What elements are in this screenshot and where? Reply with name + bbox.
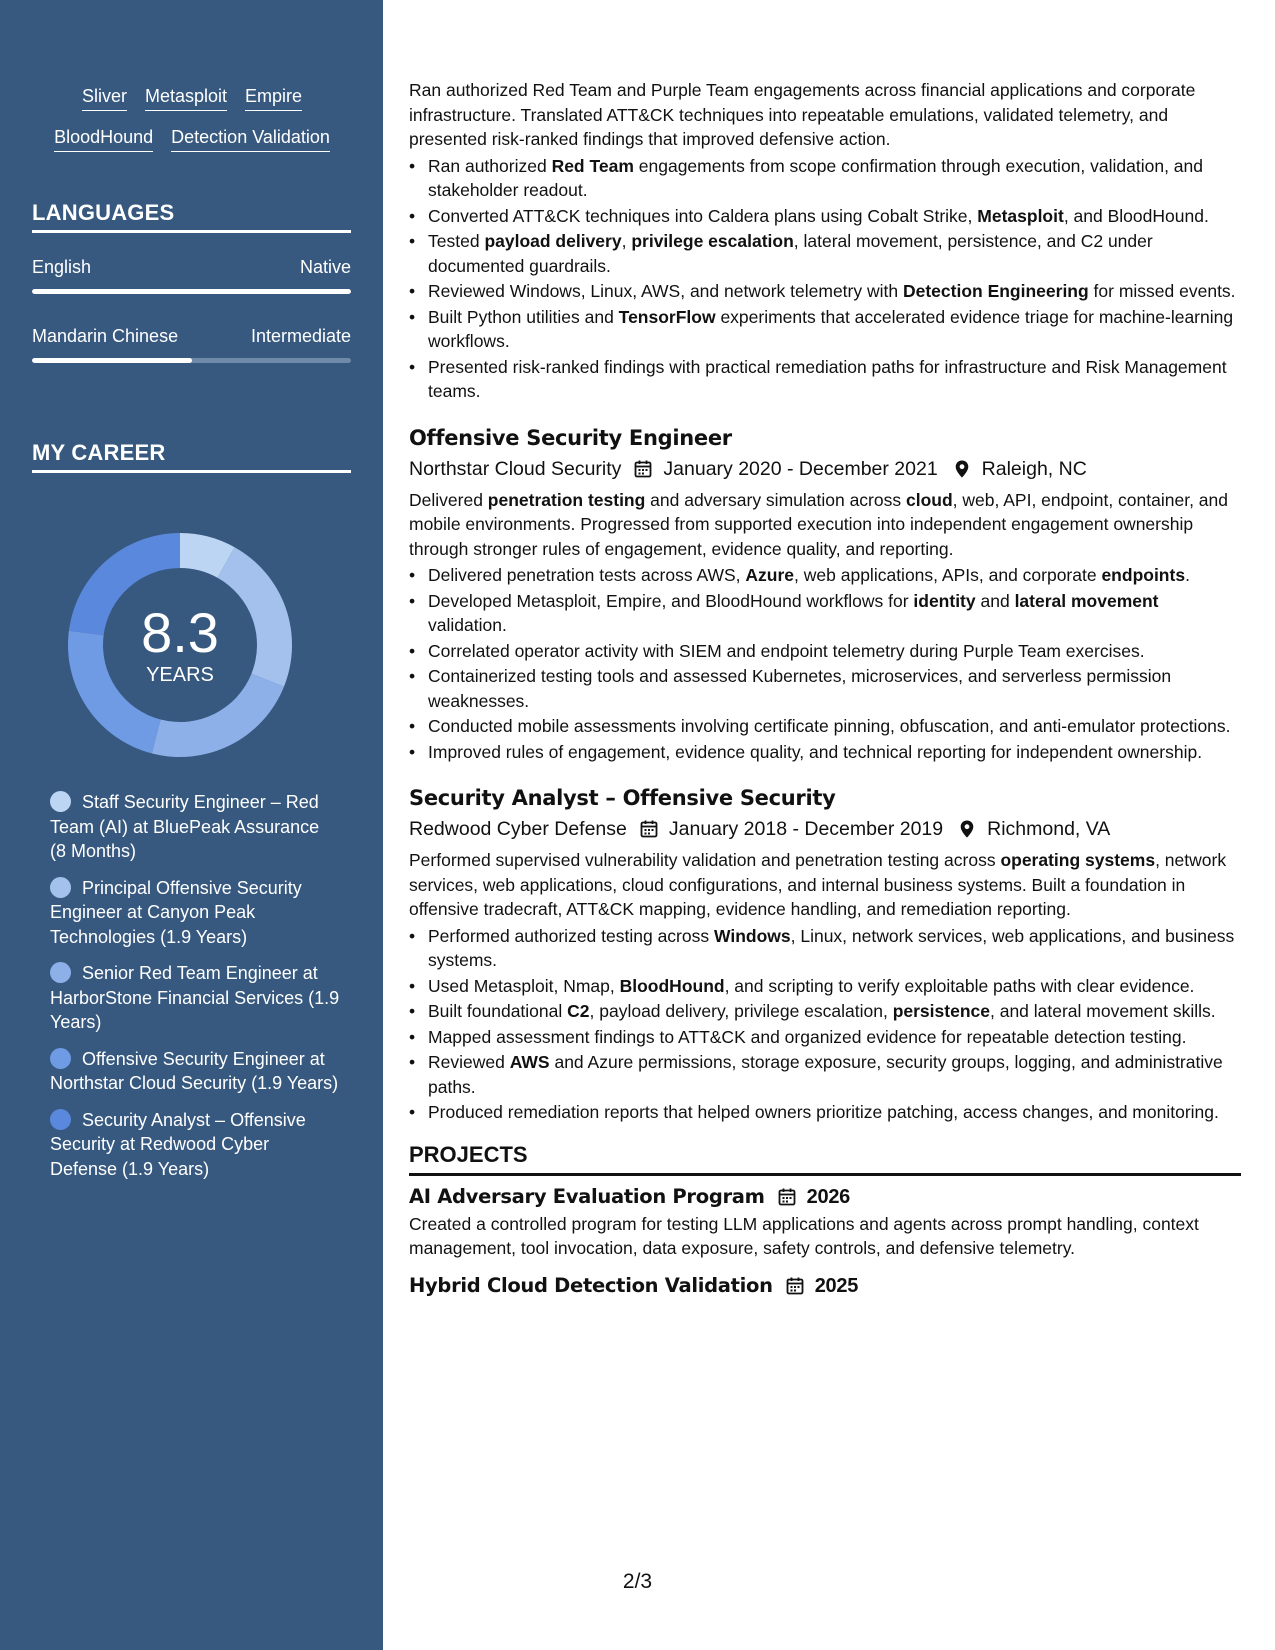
career-legend-label: Security Analyst – Offensive Security at Redwood Cyber Defense (1.9 Years) [50, 1109, 306, 1179]
career-legend-label: Principal Offensive Security Engineer at Canyon Peak Technologies (1.9 Years) [50, 877, 302, 947]
legend-dot-icon [50, 1048, 71, 1069]
job-dates: January 2020 - December 2021 [663, 457, 938, 480]
project-entry [409, 1182, 1241, 1261]
bullet-item: • Improved rules of engagement, evidence quality, and technical reporting for independent ownership. [428, 740, 1241, 765]
language-proficiency-bar [32, 358, 351, 363]
map-pin-icon [957, 819, 977, 839]
project-title-row [409, 1271, 1241, 1301]
language-name: Mandarin Chinese [32, 326, 179, 346]
skill-tags [32, 84, 352, 152]
career-legend-item [50, 790, 340, 864]
skill-tag[interactable]: Metasploit [145, 84, 227, 111]
job-bullets [409, 924, 1241, 1125]
bullet-item: • Ran authorized Red Team engagements from scope confirmation through execution, validation, and stakeholder readout. [428, 154, 1241, 203]
bullet-item: • Tested payload delivery, privilege escalation, lateral movement, persistence, and C2 under documented guardrails. [428, 229, 1241, 278]
project-year: 2026 [806, 1185, 850, 1208]
language-mandarin [32, 324, 351, 363]
page-number: 2/3 [622, 1570, 653, 1593]
legend-dot-icon [50, 962, 71, 983]
skill-tag[interactable]: Empire [245, 84, 302, 111]
job-title: Offensive Security Engineer [409, 425, 732, 450]
company-name: Redwood Cyber Defense [409, 818, 627, 840]
company-name: Northstar Cloud Security [409, 457, 622, 480]
bullet-item: • Produced remediation reports that helped owners prioritize patching, access changes, and monitoring. [428, 1100, 1241, 1125]
career-legend-item [50, 961, 340, 1035]
bullet-item: • Conducted mobile assessments involving certificate pinning, obfuscation, and anti-emulator protections. [428, 714, 1241, 739]
project-description: Created a controlled program for testing LLM applications and agents across prompt handling, context management, tool invocation, data exposure, safety controls, and defensive telemetry. [409, 1213, 1199, 1258]
job-meta [409, 454, 1241, 484]
language-proficiency-bar [32, 289, 351, 294]
language-name: English [32, 257, 92, 277]
legend-dot-icon [50, 791, 71, 812]
language-level: Native [299, 257, 351, 277]
language-english [32, 255, 351, 294]
legend-dot-icon [50, 1109, 71, 1130]
calendar-icon [639, 819, 659, 839]
job-dates: January 2018 - December 2019 [668, 818, 944, 840]
experience-summary: Ran authorized Red Team and Purple Team engagements across financial applications and corporate infrastructure. Translated ATT&CK techniques into repeatable emulations, validated telemetry, and presented risk-ranked findings that improved defensive action. [409, 80, 1196, 149]
career-legend-item [50, 876, 340, 950]
career-legend [50, 790, 340, 1193]
bullet-item: • Mapped assessment findings to ATT&CK and organized evidence for repeatable detection testing. [428, 1025, 1241, 1050]
legend-dot-icon [50, 877, 71, 898]
project-entry [409, 1271, 1241, 1301]
bullet-item: • Converted ATT&CK techniques into Caldera plans using Cobalt Strike, Metasploit, and BloodHound. [428, 204, 1241, 229]
language-proficiency-fill [32, 358, 192, 363]
career-donut-center [65, 530, 295, 760]
sidebar [0, 0, 383, 1650]
career-heading: MY CAREER [32, 440, 351, 473]
bullet-item: • Built foundational C2, payload delivery, privilege escalation, persistence, and lateral movement skills. [428, 999, 1241, 1024]
project-title: Hybrid Cloud Detection Validation [409, 1273, 773, 1297]
calendar-icon [785, 1276, 805, 1296]
language-level: Intermediate [250, 326, 351, 346]
experience-bullets [409, 154, 1241, 404]
bullet-item: • Built Python utilities and TensorFlow experiments that accelerated evidence triage for machine-learning workflows. [428, 305, 1241, 354]
job-title: Security Analyst – Offensive Security [409, 786, 836, 810]
bullet-item: • Containerized testing tools and assessed Kubernetes, microservices, and serverless permission weaknesses. [428, 664, 1241, 713]
project-year: 2025 [814, 1274, 859, 1297]
bullet-item: • Correlated operator activity with SIEM and endpoint telemetry during Purple Team exercises. [428, 639, 1241, 664]
career-legend-label: Staff Security Engineer – Red Team (AI) at BluePeak Assurance (8 Months) [50, 792, 320, 861]
project-title: AI Adversary Evaluation Program [409, 1184, 765, 1208]
bullet-item: • Performed authorized testing across Windows, Linux, network services, web applications, and business systems. [428, 924, 1241, 973]
bullet-item: • Reviewed AWS and Azure permissions, storage exposure, security groups, logging, and administrative paths. [428, 1050, 1241, 1099]
bullet-item: • Delivered penetration tests across AWS, Azure, web applications, APIs, and corporate endpoints. [428, 563, 1241, 588]
calendar-icon [777, 1187, 797, 1207]
map-pin-icon [952, 459, 972, 479]
project-title-row [409, 1182, 1241, 1212]
career-years-label: YEARS [146, 663, 214, 686]
skill-tag[interactable]: Sliver [82, 84, 127, 111]
skill-tag[interactable]: Detection Validation [171, 125, 330, 152]
bullet-item: • Presented risk-ranked findings with practical remediation paths for infrastructure and Risk Management teams. [428, 355, 1241, 404]
job-location: Raleigh, NC [981, 457, 1087, 480]
bullet-item: • Used Metasploit, Nmap, BloodHound, and scripting to verify exploitable paths with clear evidence. [428, 974, 1241, 999]
language-proficiency-fill [32, 289, 351, 294]
job-summary: Delivered penetration testing and adversary simulation across cloud, web, API, endpoint, container, and mobile environments. Progressed from supported execution into independent engagement ownership through stronger rules of engagement, evidence quality, and reporting. [409, 489, 1228, 559]
job-summary: Performed supervised vulnerability validation and penetration testing across operating systems, network services, web applications, cloud configurations, and internal business systems. Built a foundation in offensive tradecraft, ATT&CK mapping, evidence handling, and remediation reporting. [409, 850, 1227, 919]
job-entry [409, 784, 1241, 1125]
main-content [409, 78, 1241, 1301]
job-meta [409, 814, 1241, 844]
career-legend-label: Senior Red Team Engineer at HarborStone Financial Services (1.9 Years) [50, 963, 340, 1032]
career-total-years: 8.3 [141, 600, 219, 664]
job-location: Richmond, VA [987, 818, 1111, 840]
bullet-item: • Reviewed Windows, Linux, AWS, and network telemetry with Detection Engineering for missed events. [428, 279, 1241, 304]
skill-tag[interactable]: BloodHound [54, 125, 153, 152]
job-bullets [409, 563, 1241, 764]
languages-heading: LANGUAGES [32, 200, 351, 233]
career-legend-item [50, 1108, 340, 1182]
projects-heading: PROJECTS [409, 1142, 1241, 1176]
job-entry [409, 424, 1241, 765]
calendar-icon [633, 459, 653, 479]
career-legend-label: Offensive Security Engineer at Northstar Cloud Security (1.9 Years) [50, 1048, 339, 1093]
bullet-item: • Developed Metasploit, Empire, and BloodHound workflows for identity and lateral movement validation. [428, 589, 1241, 638]
career-legend-item [50, 1047, 340, 1096]
